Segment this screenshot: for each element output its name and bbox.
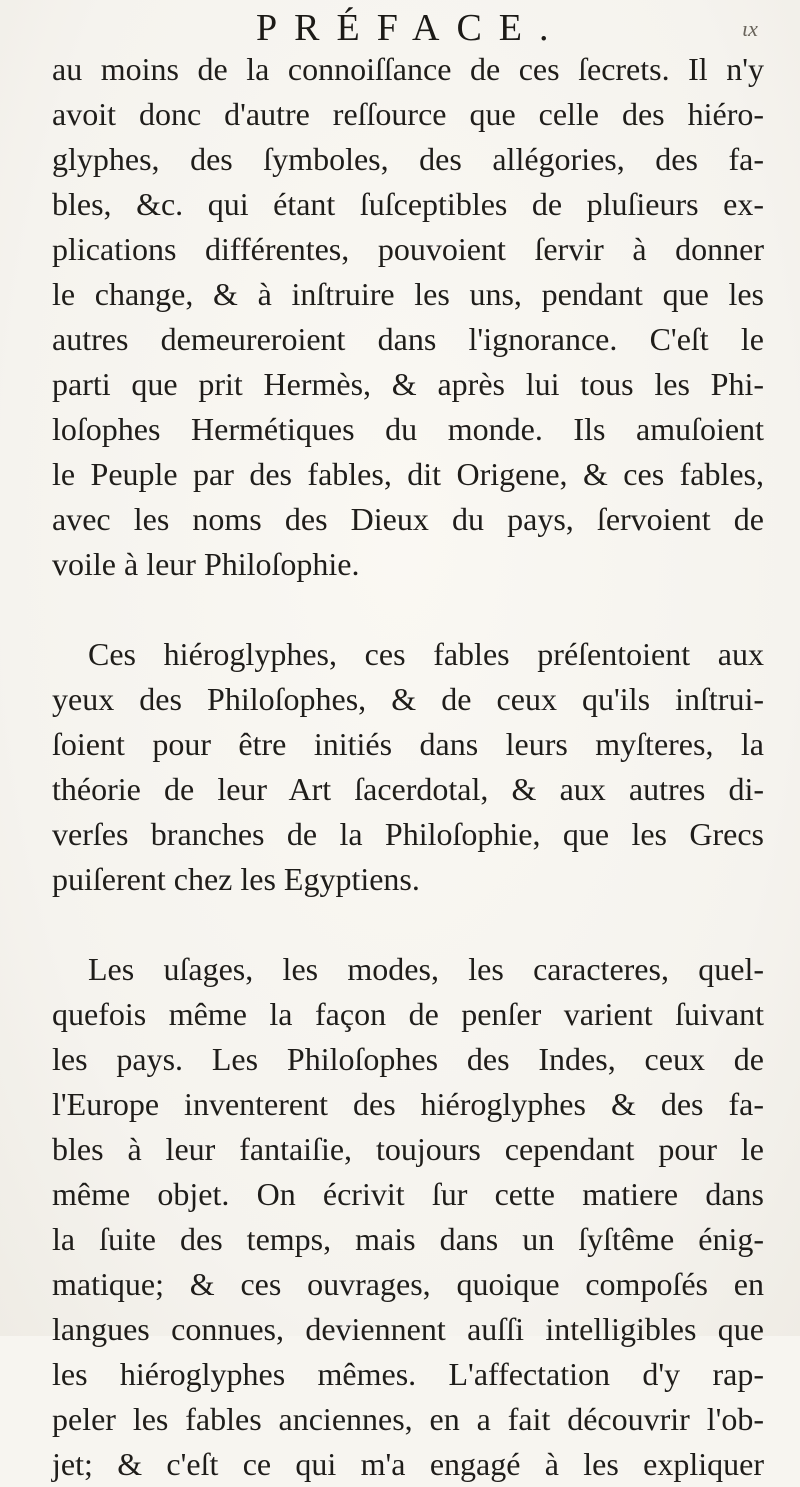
text-line: bles, &c. qui étant ſuſceptibles de pluſieurs ex- — [52, 186, 764, 222]
paragraph-gap — [52, 902, 764, 947]
text-line: matique; & ces ouvrages, quoique compoſés en — [52, 1266, 764, 1302]
text-line: puiſerent chez les Egyptiens. — [52, 861, 420, 897]
text-line: parti que prit Hermès, & après lui tous les Phi- — [52, 366, 764, 402]
text-line: peler les fables anciennes, en a fait découvrir l'ob- — [52, 1401, 764, 1437]
text-line: loſophes Hermétiques du monde. Ils amuſoient — [52, 411, 764, 447]
running-head — [0, 6, 800, 50]
text-line: langues connues, deviennent auſſi intelligibles que — [52, 1311, 764, 1347]
body-text — [52, 47, 764, 1487]
paragraph-gap — [52, 587, 764, 632]
text-line: théorie de leur Art ſacerdotal, & aux autres di- — [52, 771, 764, 807]
text-line: ſoient pour être initiés dans leurs myſteres, la — [52, 726, 764, 762]
paragraph-1 — [52, 47, 764, 587]
text-line: même objet. On écrivit ſur cette matiere dans — [52, 1176, 764, 1212]
text-line: quefois même la façon de penſer varient ſuivant — [52, 996, 764, 1032]
text-line: la ſuite des temps, mais dans un ſyſtême énig- — [52, 1221, 764, 1257]
paragraph-3 — [52, 947, 764, 1487]
text-line: jet; & c'eſt ce qui m'a engagé à les expliquer — [52, 1446, 764, 1482]
text-line: avoit donc d'autre reſſource que celle des hiéro- — [52, 96, 764, 132]
page-number: ιx — [742, 16, 758, 41]
running-title: PRÉFACE. — [256, 7, 566, 49]
text-line: au moins de la connoiſſance de ces ſecrets. Il n'y — [52, 51, 764, 87]
text-line: les pays. Les Philoſophes des Indes, ceux de — [52, 1041, 764, 1077]
text-line: autres demeureroient dans l'ignorance. C'eſt le — [52, 321, 764, 357]
text-line: glyphes, des ſymboles, des allégories, des fa- — [52, 141, 764, 177]
text-line: yeux des Philoſophes, & de ceux qu'ils inſtrui- — [52, 681, 764, 717]
text-line: les hiéroglyphes mêmes. L'affectation d'y rap- — [52, 1356, 764, 1392]
text-line: le change, & à inſtruire les uns, pendant que les — [52, 276, 764, 312]
text-line: bles à leur fantaiſie, toujours cependant pour le — [52, 1131, 764, 1167]
text-line: Les uſages, les modes, les caracteres, quel- — [88, 951, 764, 987]
text-line: l'Europe inventerent des hiéroglyphes & des fa- — [52, 1086, 764, 1122]
text-line: Ces hiéroglyphes, ces fables préſentoient aux — [88, 636, 764, 672]
text-line: avec les noms des Dieux du pays, ſervoient de — [52, 501, 764, 537]
text-line: verſes branches de la Philoſophie, que les Grecs — [52, 816, 764, 852]
text-line: plications différentes, pouvoient ſervir à donner — [52, 231, 764, 267]
text-line: le Peuple par des fables, dit Origene, & ces fables, — [52, 456, 764, 492]
paragraph-2 — [52, 632, 764, 902]
text-line: voile à leur Philoſophie. — [52, 546, 360, 582]
